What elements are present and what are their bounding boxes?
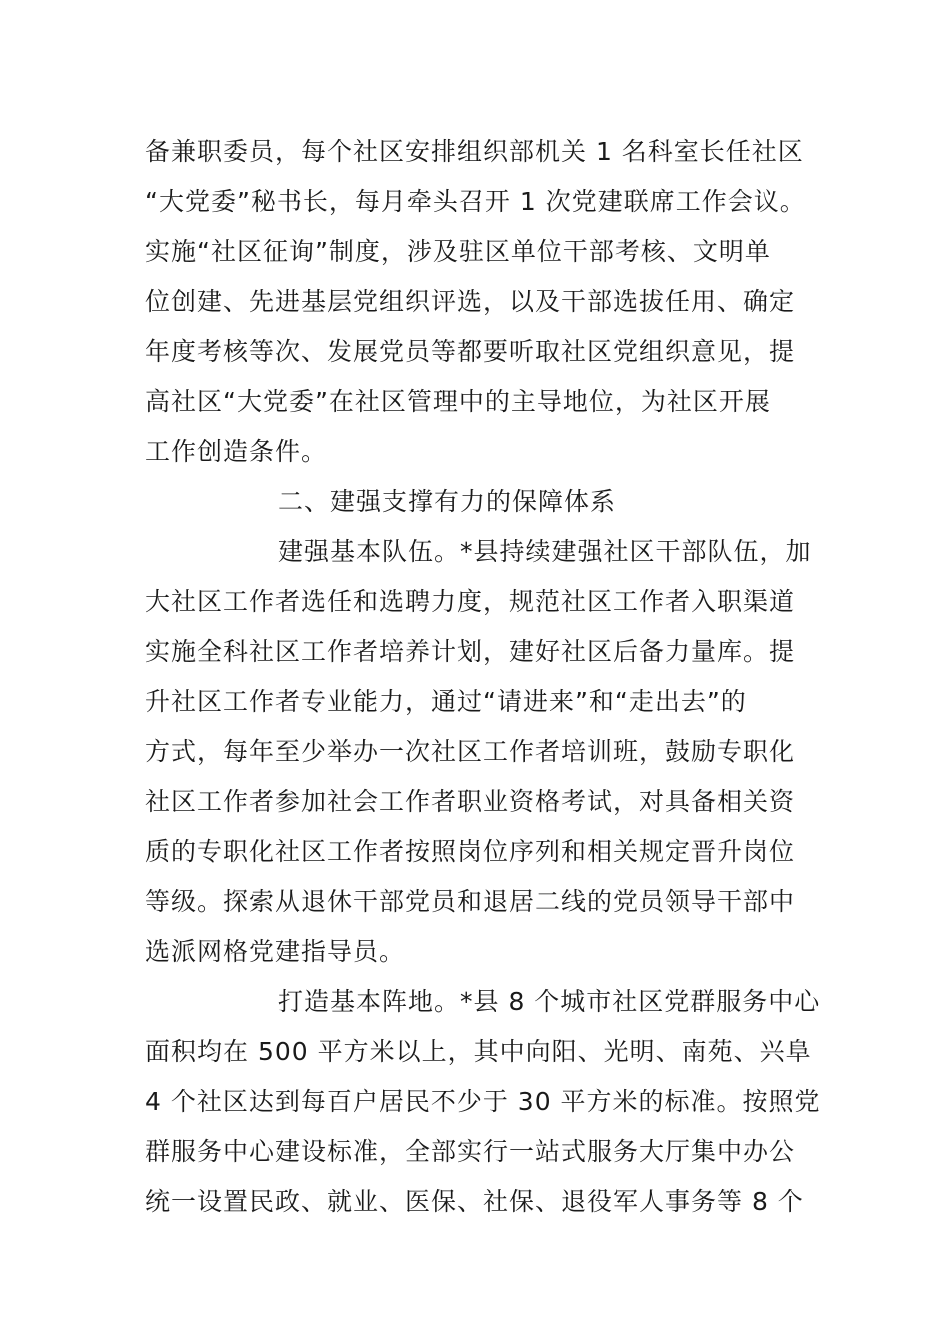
paragraph-line: 备兼职委员，每个社区安排组织部机关 1 名科室长任社区 [145,137,804,166]
paragraph-line: 等级。探索从退休干部党员和退居二线的党员领导干部中 [145,887,796,916]
paragraph-line: 群服务中心建设标准，全部实行一站式服务大厅集中办公 [145,1137,796,1166]
paragraph-line: 面积均在 500 平方米以上，其中向阳、光明、南苑、兴阜 [145,1037,812,1066]
paragraph-line: 工作创造条件。 [145,437,328,466]
section-heading: 二、建强支撑有力的保障体系 [278,487,617,516]
paragraph-line: 位创建、先进基层党组织评选，以及干部选拔任用、确定 [145,287,796,316]
paragraph-line: 质的专职化社区工作者按照岗位序列和相关规定晋升岗位 [145,837,796,866]
paragraph-line: 实施“社区征询”制度，涉及驻区单位干部考核、文明单 [145,237,771,266]
paragraph-line: 方式，每年至少举办一次社区工作者培训班，鼓励专职化 [145,737,796,766]
paragraph-line: 4 个社区达到每百户居民不少于 30 平方米的标准。按照党 [145,1087,821,1116]
paragraph-line: 高社区“大党委”在社区管理中的主导地位，为社区开展 [145,387,771,416]
paragraph-line: 年度考核等次、发展党员等都要听取社区党组织意见，提 [145,337,796,366]
paragraph-line: “大党委”秘书长，每月牵头召开 1 次党建联席工作会议。 [145,187,806,216]
paragraph-line: 实施全科社区工作者培养计划，建好社区后备力量库。提 [145,637,796,666]
paragraph-line: 统一设置民政、就业、医保、社保、退役军人事务等 8 个 [145,1187,804,1216]
paragraph-line: 社区工作者参加社会工作者职业资格考试，对具备相关资 [145,787,796,816]
paragraph-line: 选派网格党建指导员。 [145,937,406,966]
paragraph-line: 大社区工作者选任和选聘力度，规范社区工作者入职渠道 [145,587,796,616]
paragraph-line: 升社区工作者专业能力，通过“请进来”和“走出去”的 [145,687,747,716]
paragraph-line: 建强基本队伍。*县持续建强社区干部队伍，加 [278,537,812,566]
paragraph-line: 打造基本阵地。*县 8 个城市社区党群服务中心 [278,987,821,1016]
